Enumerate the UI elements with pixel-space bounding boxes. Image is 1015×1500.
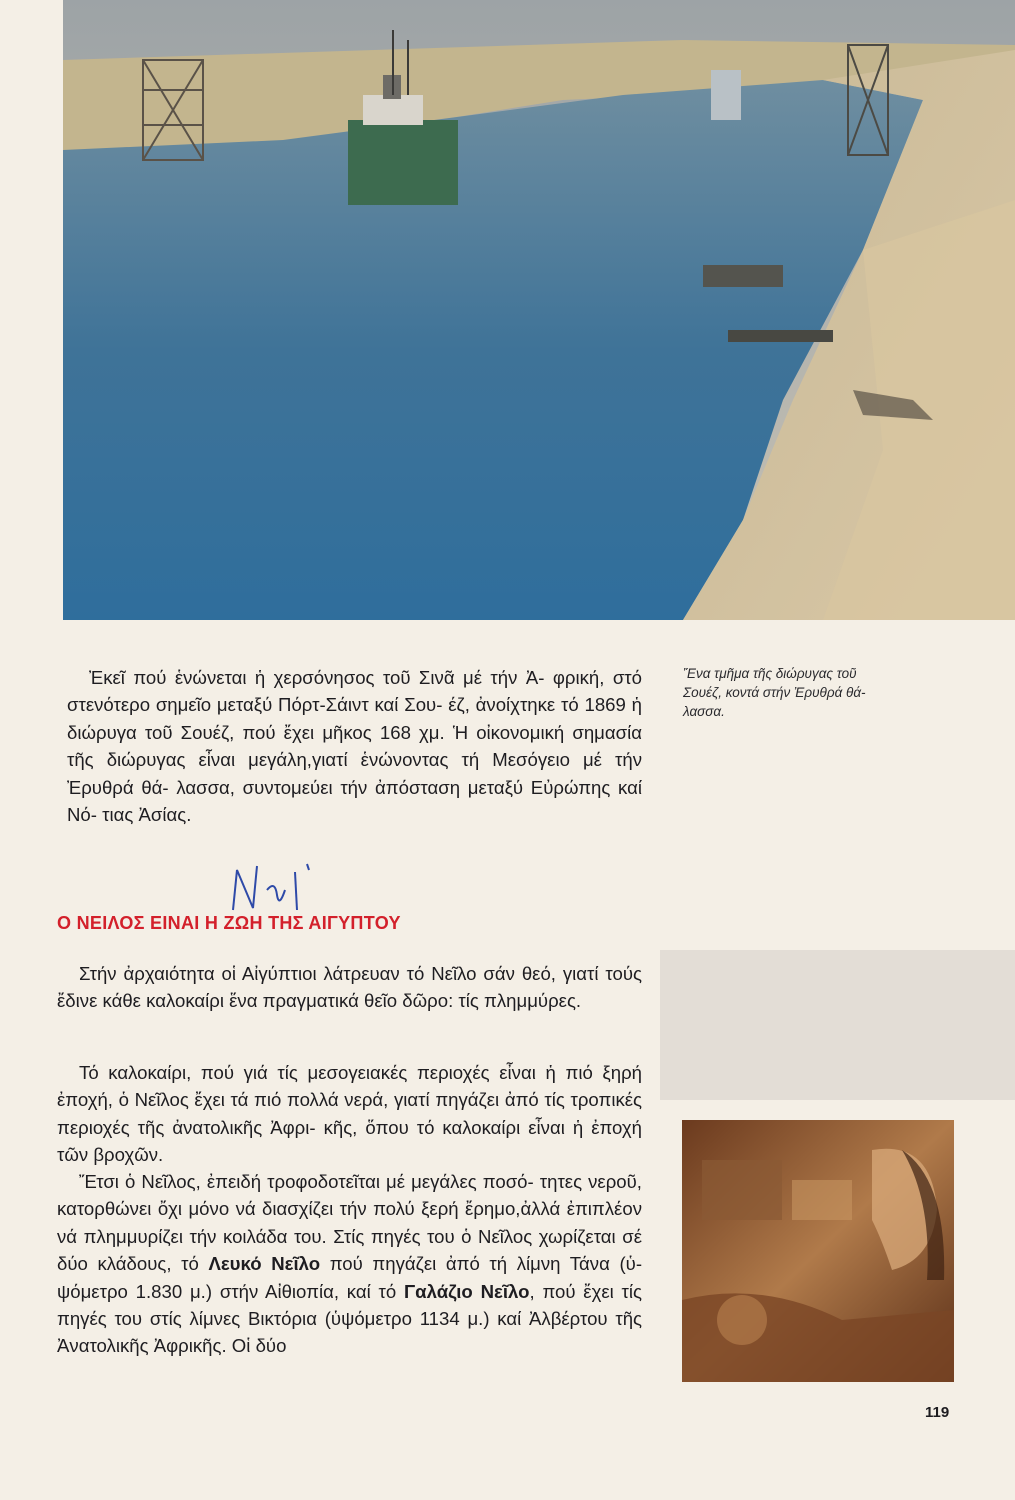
text-line: τητες νεροῦ, κατορθώνει ὄχι μόνο νά διασχίζει τήν πολύ [57,1171,642,1220]
text-line: δῶρο: τίς πλημμύρες. [402,990,582,1012]
text-line: Στήν ἀρχαιότητα οἱ Αἰγύπτιοι λάτρευαν τό Νεῖλο σάν [79,963,515,984]
text-line: τό [181,1253,209,1275]
text-line: Τό καλοκαίρι, πού γιά τίς μεσογειακές περιοχές εἶναι ἡ [79,1062,556,1083]
caption-line: Ἕνα τμῆμα τῆς διώρυγας τοῦ [683,666,857,681]
text-line: ψόμετρο 1.830 μ.) στήν Αἰθιοπία, καί τό [57,1280,404,1302]
text-line: φρική, στό στενότερο σημεῖο μεταξύ Πόρτ-Σάιντ καί Σου- [67,667,642,716]
suez-canal-photo [63,0,1015,620]
page-number: 119 [925,1404,950,1421]
text-line: μεγάλη,γιατί ἑνώνοντας τή Μεσόγειο μέ τήν Ἐρυθρά θά- [67,749,642,798]
term-white-nile: Λευκό Νεῖλο [208,1253,321,1275]
text-line: Ἐκεῖ πού ἑνώνεται ἡ χερσόνησος τοῦ Σινᾶ μέ τήν Ἀ- [89,667,545,688]
handwritten-note [225,860,325,920]
text-line: πού πηγάζει ἀπό τή λίμνη Τάνα (ὑ- [320,1253,643,1275]
paragraph-nile-branches [57,1168,642,1360]
text-line: κῆς, ὅπου τό καλοκαίρι εἶναι ἡ ἐποχή τῶν βροχῶν. [57,1116,642,1166]
text-line: πού ἔχει τίς πηγές του στίς λίμνες Βικτόρια (ὑψόμετρο [57,1280,642,1330]
text-line: λασσα, συντομεύει τήν ἀπόσταση μεταξύ Εὐρώπης καί Νό- [67,776,642,826]
caption-line: Σουέζ, κοντά στήν Ἐρυθρά θά- [683,685,866,700]
text-line: τιας Ἀσίας. [102,804,192,826]
text-line: θεό, γιατί τούς ἔδινε κάθε καλοκαίρι ἕνα πραγματικά θεῖο [57,963,642,1012]
text-line: του. Στίς πηγές του ὁ Νεῖλος χωρίζεται σέ δύο κλάδους, [57,1225,642,1275]
egyptian-relief-photo [682,1120,954,1382]
text-line: μῆκος 168 χμ. Ἡ οἰκονομική σημασία τῆς διώρυγας εἶναι [67,721,642,771]
text-line: , [529,1280,535,1302]
text-line: πιό ξηρή ἐποχή, ὁ Νεῖλος ἔχει τά πιό πολλά νερά, γιατί [57,1062,642,1111]
text-line: πηγάζει ἀπό τίς τροπικές περιοχές τῆς ἀνατολικῆς Ἀφρι- [57,1089,642,1138]
text-line: ξερή ἔρημο,ἀλλά ἐπιπλέον νά πλημμυρίζει τήν κοιλάδα [57,1198,642,1247]
caption-line: λασσα. [683,704,725,719]
text-line: Ἔτσι ὁ Νεῖλος, ἐπειδή τροφοδοτεῖται μέ μεγάλες ποσό- [79,1171,534,1192]
text-line: έζ, ἀνοίχτηκε τό 1869 ἡ διώρυγα τοῦ Σουέζ, πού ἔχει [67,694,642,743]
paragraph-suez [67,664,642,828]
photo-caption [683,664,955,721]
section-heading: Ο ΝΕΙΛΟΣ ΕΙΝΑΙ Η ΖΩΗ ΤΗΣ ΑΙΓΥΠΤΟΥ [57,913,401,933]
text-line: 1134 μ.) καί Ἀλβέρτου τῆς Ἀνατολικῆς Ἀφρικῆς. Οἱ δύο [57,1308,642,1357]
paragraph-nile-summer [57,1059,642,1169]
paragraph-nile-worship [57,960,642,1015]
term-blue-nile: Γαλάζιο Νεῖλο [404,1280,530,1302]
faded-bleed-area [660,950,1015,1100]
